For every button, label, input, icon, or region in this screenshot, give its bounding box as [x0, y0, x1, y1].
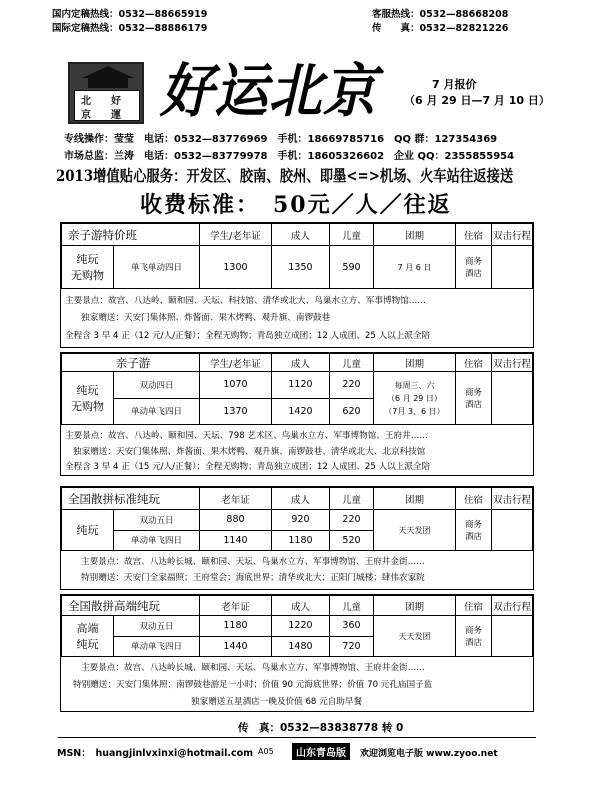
section-title: 亲子游特价班	[62, 224, 200, 246]
section-family-tour	[60, 352, 534, 476]
itinerary-link[interactable]	[491, 616, 532, 657]
section-title: 全国散拼高端纯玩	[62, 596, 200, 616]
child-price: 360	[329, 616, 373, 637]
col-header: 儿童	[329, 224, 373, 246]
adult-price: 1220	[271, 616, 329, 637]
itinerary-link[interactable]	[491, 510, 532, 551]
footer-divider	[58, 737, 536, 738]
exclusive-note: 独家赠送五星酒店一晚及价值 68 元自助早餐	[191, 697, 363, 707]
msn-contact: MSN： huangjinlvxinxi@hotmail.com	[57, 748, 254, 759]
senior-price: 1440	[199, 636, 271, 657]
child-price: 620	[329, 398, 373, 425]
logo-char: 京	[81, 110, 91, 121]
website-link[interactable]: 欢迎浏览电子版 www.zyoo.net	[360, 749, 498, 759]
gift-note: 独家赠送：天安门集体照、炸酱面、果木烤鸭、观升旗、南锣鼓巷	[81, 313, 331, 323]
senior-price: 1140	[199, 530, 271, 551]
fee-headline: 收费标准： 50元／人／往返	[140, 192, 452, 218]
route-type: 双动五日	[114, 616, 200, 637]
logo-char: 北	[81, 96, 91, 107]
product-name: 纯玩 无购物	[62, 372, 114, 425]
service-hotline: 客服热线：0532—88668208	[372, 9, 509, 20]
route-type: 单飞单动四日	[114, 246, 200, 289]
child-price: 520	[329, 530, 373, 551]
col-header: 学生/老年证	[199, 354, 271, 372]
logo-char: 運	[111, 110, 121, 121]
child-price: 220	[329, 510, 373, 531]
child-price: 220	[329, 372, 373, 399]
col-header: 儿童	[329, 488, 373, 510]
itinerary-link[interactable]	[491, 372, 532, 425]
section-title: 全国散拼标准纯玩	[62, 488, 200, 510]
hotel: 商务 酒店	[455, 372, 491, 425]
col-header: 住宿	[455, 354, 491, 372]
senior-price: 1180	[199, 616, 271, 637]
footer-fax: 传 真：0532—83838778 转 0	[238, 722, 404, 734]
route-type: 双动五日	[114, 510, 200, 531]
adult-price: 1180	[271, 530, 329, 551]
departure-date: 7 月 6 日	[373, 246, 455, 289]
fax-line: 传 真：0532—82821226	[372, 23, 509, 34]
attractions-note: 主要景点：故宫、八达岭、颐和园、天坛、科技馆、清华或北大、鸟巢水立方、军事博物馆……	[65, 296, 426, 306]
route-type: 双动四日	[114, 372, 200, 399]
product-name: 纯玩	[62, 510, 114, 551]
logo-char: 好	[111, 96, 121, 107]
route-type: 单动单飞四日	[114, 398, 200, 425]
adult-price: 1350	[271, 246, 329, 289]
itinerary-link[interactable]	[491, 246, 532, 289]
student-price: 1300	[199, 246, 271, 289]
col-header: 团期	[373, 354, 455, 372]
quote-month: 7 月报价	[432, 78, 477, 91]
product-name: 高端 纯玩	[62, 616, 114, 657]
route-type: 单动单飞四日	[114, 530, 200, 551]
col-header: 老年证	[199, 596, 271, 616]
col-header: 双击行程	[491, 224, 532, 246]
inclusion-note: 全程含 3 早 4 正（15 元/人/正餐）；全程无购物；青岛独立成团；12 人成团、25 人以上派全陪	[65, 462, 431, 472]
student-price: 1070	[199, 372, 271, 399]
senior-price: 880	[199, 510, 271, 531]
child-price: 590	[329, 246, 373, 289]
adult-price: 1120	[271, 372, 329, 399]
section-premium-tour	[60, 594, 534, 712]
col-header: 住宿	[455, 596, 491, 616]
section-title: 亲子游	[62, 354, 200, 372]
col-header: 成人	[271, 354, 329, 372]
product-name: 纯玩 无购物	[62, 246, 114, 289]
director-line: 市场总监：兰涛 电话：0532—83779978 手机：18605326602 企业 QQ：2355855954	[64, 151, 515, 162]
hotel: 商务 酒店	[455, 616, 491, 657]
gift-note: 独家赠送：天安门集体照、炸酱面、果木烤鸭、观升旗、南锣鼓巷、清华或北大、北京科技馆	[73, 447, 426, 457]
adult-price: 1480	[271, 636, 329, 657]
domestic-hotline: 国内定稿热线：0532—88665919	[52, 9, 208, 20]
beijing-logo	[68, 62, 144, 124]
col-header: 团期	[373, 488, 455, 510]
departure-date: 每周三、六 （6 月 29 日） （7月 3、6 日）	[373, 372, 455, 425]
quote-range: （6 月 29 日—7 月 10 日）	[404, 94, 550, 107]
operator-line: 专线操作：莹莹 电话：0532—83776969 手机：18669785716 QQ 群：127354369	[64, 134, 498, 145]
page-number: A05	[258, 747, 274, 756]
departure-date: 天天发团	[373, 510, 455, 551]
hotel: 商务 酒店	[455, 510, 491, 551]
col-header: 成人	[271, 488, 329, 510]
international-hotline: 国际定稿热线：0532—88886179	[52, 23, 208, 34]
student-price: 1370	[199, 398, 271, 425]
child-price: 720	[329, 636, 373, 657]
roof-icon	[82, 66, 134, 78]
departure-date: 天天发团	[373, 616, 455, 657]
col-header: 双击行程	[491, 354, 532, 372]
col-header: 成人	[271, 596, 329, 616]
col-header: 双击行程	[491, 488, 532, 510]
col-header: 团期	[373, 224, 455, 246]
col-header: 儿童	[329, 354, 373, 372]
section-standard-tour	[60, 486, 534, 590]
page-title: 好运北京	[160, 57, 378, 125]
adult-price: 920	[271, 510, 329, 531]
hotel: 商务 酒店	[455, 246, 491, 289]
inclusion-note: 全程含 3 早 4 正（12 元/人/正餐）；全程无购物；青岛独立成团；12 人成团、25 人以上派全陪	[65, 331, 431, 341]
attractions-note: 主要景点：故宫、八达岭、颐和园、天坛、798 艺术区、鸟巢水立方、军事博物馆、王府井……	[65, 431, 428, 441]
col-header: 团期	[373, 596, 455, 616]
service-headline: 2013增值贴心服务：开发区、胶南、胶州、即墨<=>机场、火车站往返接送	[56, 166, 514, 185]
col-header: 学生/老年证	[199, 224, 271, 246]
edition-badge: 山东青岛版	[292, 743, 350, 760]
col-header: 老年证	[199, 488, 271, 510]
attractions-note: 主要景点：故宫、八达岭长城、颐和园、天坛、鸟巢水立方、军事博物馆、王府井金街……	[81, 663, 425, 673]
col-header: 双击行程	[491, 596, 532, 616]
col-header: 住宿	[455, 488, 491, 510]
gift-note: 特别赠送：天安门集体照；南锣鼓巷游足一小时；价值 90 元海底世界；价值 70 元孔庙国子监	[73, 680, 433, 690]
col-header: 住宿	[455, 224, 491, 246]
route-type: 单动单飞四日	[114, 636, 200, 657]
col-header: 成人	[271, 224, 329, 246]
adult-price: 1420	[271, 398, 329, 425]
col-header: 儿童	[329, 596, 373, 616]
attractions-note: 主要景点：故宫、八达岭长城、颐和园、天坛、鸟巢水立方、军事博物馆、王府井金街……	[81, 557, 425, 567]
section-family-special	[60, 222, 534, 348]
gift-note: 特别赠送：天安门全家福照；王府堂会；海底世界；清华或北大；正阳门城楼；肆伟农家院	[81, 573, 425, 583]
